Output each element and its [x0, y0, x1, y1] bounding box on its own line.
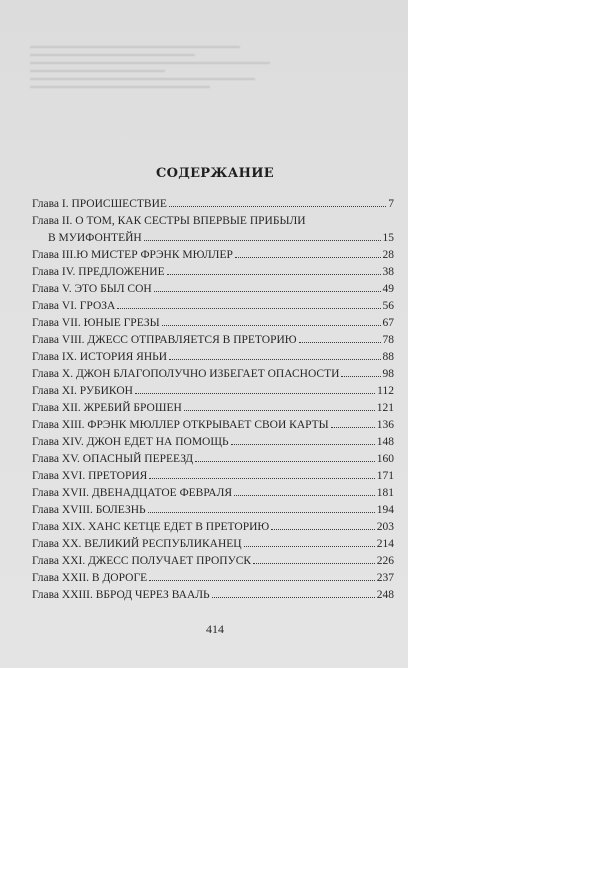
- toc-entry-title: В МУИФОНТЕЙН: [48, 232, 142, 244]
- toc-line: [32, 196, 394, 213]
- dot-leader: [148, 512, 375, 513]
- dot-leader: [212, 597, 375, 598]
- toc-line: [32, 485, 394, 502]
- dot-leader: [184, 410, 375, 411]
- dot-leader: [195, 461, 375, 462]
- toc-entry-title: Глава XVI. ПРЕТОРИЯ: [32, 470, 148, 482]
- toc-entry-page: 248: [376, 589, 394, 601]
- dot-leader: [169, 206, 386, 207]
- toc-entry-title: Глава XIV. ДЖОН ЕДЕТ НА ПОМОЩЬ: [32, 436, 229, 448]
- toc-entry-page: 88: [382, 351, 394, 363]
- toc-entry-page: 214: [376, 538, 394, 550]
- toc-entry: [32, 247, 394, 264]
- toc-entry-title: Глава XXII. В ДОРОГЕ: [32, 572, 148, 584]
- show-through-text: [30, 40, 330, 130]
- dot-leader: [154, 291, 381, 292]
- toc-entry: [32, 519, 394, 536]
- dot-leader: [234, 495, 375, 496]
- toc-entry-title: Глава IV. ПРЕДЛОЖЕНИЕ: [32, 266, 165, 278]
- toc-entry-title: Глава XX. ВЕЛИКИЙ РЕСПУБЛИКАНЕЦ: [32, 538, 242, 550]
- toc-entry-page: 28: [382, 249, 394, 261]
- toc-line: [32, 315, 394, 332]
- dot-leader: [299, 342, 381, 343]
- toc-entry-title: Глава I. ПРОИСШЕСТВИЕ: [32, 198, 167, 210]
- toc-entry: [32, 485, 394, 502]
- toc-entry: [32, 587, 394, 604]
- toc-entry-page: 160: [376, 453, 394, 465]
- toc-line: [32, 298, 394, 315]
- toc-line: [32, 332, 394, 349]
- toc-line: [32, 519, 394, 536]
- toc-line: [32, 281, 394, 298]
- dot-leader: [235, 257, 381, 258]
- toc-entry-title: Глава XVIII. БОЛЕЗНЬ: [32, 504, 146, 516]
- toc-entry: [32, 553, 394, 570]
- toc-entry-page: 98: [382, 368, 394, 380]
- toc-entry-title: Глава XVII. ДВЕНАДЦАТОЕ ФЕВРАЛЯ: [32, 487, 233, 499]
- toc-entry-title: Глава XV. ОПАСНЫЙ ПЕРЕЕЗД: [32, 453, 194, 465]
- toc-line: [32, 417, 394, 434]
- toc-line: [32, 383, 394, 400]
- dot-leader: [149, 580, 375, 581]
- toc-entry-title: Глава VI. ГРОЗА: [32, 300, 116, 312]
- toc-entry: [32, 468, 394, 485]
- toc-entry-page: 226: [376, 555, 394, 567]
- toc-entry-title: Глава XII. ЖРЕБИЙ БРОШЕН: [32, 402, 182, 414]
- page-number: 414: [206, 622, 224, 636]
- toc-entry-title: Глава III.Ю МИСТЕР ФРЭНК МЮЛЛЕР: [32, 249, 233, 261]
- toc-entry-title: Глава IX. ИСТОРИЯ ЯНЬИ: [32, 351, 168, 363]
- toc-line: [32, 247, 394, 264]
- dot-leader: [149, 478, 374, 479]
- toc-entry: [32, 315, 394, 332]
- toc-line: [32, 468, 394, 485]
- toc-entry-page: 38: [382, 266, 394, 278]
- toc-entry-page: 67: [382, 317, 394, 329]
- toc-entry: [32, 536, 394, 553]
- toc-entry-page: 237: [376, 572, 394, 584]
- dot-leader: [271, 529, 375, 530]
- dot-leader: [135, 393, 375, 394]
- toc-line: [32, 502, 394, 519]
- toc-entry-title: Глава VII. ЮНЫЕ ГРЕЗЫ: [32, 317, 160, 329]
- toc-line: [32, 264, 394, 281]
- dot-leader: [117, 308, 380, 309]
- toc-entry: [32, 417, 394, 434]
- toc-entry-title: Глава XI. РУБИКОН: [32, 385, 133, 397]
- toc-entry: [32, 349, 394, 366]
- dot-leader: [169, 359, 380, 360]
- toc-entry: [32, 281, 394, 298]
- toc-line: [32, 536, 394, 553]
- toc-entry-page: 15: [382, 232, 394, 244]
- toc-entry: [32, 434, 394, 451]
- toc-line: [32, 400, 394, 417]
- toc-entry-page: 171: [376, 470, 394, 482]
- toc-entry-page: 78: [382, 334, 394, 346]
- toc-entry-page: 203: [376, 521, 394, 533]
- toc-entry-page: 56: [382, 300, 394, 312]
- toc-entry-title: Глава XIX. ХАНС КЕТЦЕ ЕДЕТ В ПРЕТОРИЮ: [32, 521, 270, 533]
- toc-entry-title: Глава XXIII. ВБРОД ЧЕРЕЗ ВААЛЬ: [32, 589, 210, 601]
- toc-entry: [32, 264, 394, 281]
- toc-entry-title: Глава XIII. ФРЭНК МЮЛЛЕР ОТКРЫВАЕТ СВОИ КАРТЫ: [32, 419, 329, 431]
- toc-entry-page: 194: [376, 504, 394, 516]
- dot-leader: [231, 444, 375, 445]
- dot-leader: [331, 427, 375, 428]
- toc-entry: [32, 570, 394, 587]
- toc-entry: [32, 451, 394, 468]
- toc-entry-title: Глава V. ЭТО БЫЛ СОН: [32, 283, 152, 295]
- toc-line: [32, 451, 394, 468]
- dot-leader: [244, 546, 375, 547]
- toc-entry-page: 7: [388, 198, 394, 210]
- toc-line: [32, 349, 394, 366]
- toc-entry: [32, 400, 394, 417]
- toc-line: [32, 230, 394, 247]
- toc-entry-title: Глава X. ДЖОН БЛАГОПОЛУЧНО ИЗБЕГАЕТ ОПАСНОСТИ: [32, 368, 340, 380]
- toc-entry-title: Глава VIII. ДЖЕСС ОТПРАВЛЯЕТСЯ В ПРЕТОРИЮ: [32, 334, 297, 346]
- toc-line: [32, 434, 394, 451]
- dot-leader: [167, 274, 381, 275]
- toc-entry: [32, 366, 394, 383]
- toc-entry-title: Глава II. О ТОМ, КАК СЕСТРЫ ВПЕРВЫЕ ПРИБЫЛИ: [32, 215, 306, 227]
- toc-line: [32, 570, 394, 587]
- toc-entry-page: 121: [376, 402, 394, 414]
- toc-entry: [32, 213, 394, 247]
- toc-entry: [32, 383, 394, 400]
- toc-entry-page: 49: [382, 283, 394, 295]
- dot-leader: [253, 563, 375, 564]
- toc-line: [32, 553, 394, 570]
- toc-entry: [32, 196, 394, 213]
- toc-entry: [32, 502, 394, 519]
- toc-line: [32, 366, 394, 383]
- contents-heading: СОДЕРЖАНИЕ: [155, 166, 275, 181]
- table-of-contents: [32, 196, 394, 604]
- dot-leader: [144, 240, 381, 241]
- toc-line: [32, 213, 394, 230]
- toc-line: [32, 587, 394, 604]
- toc-entry-page: 148: [376, 436, 394, 448]
- toc-entry-page: 181: [376, 487, 394, 499]
- dot-leader: [162, 325, 381, 326]
- toc-entry: [32, 332, 394, 349]
- dot-leader: [341, 376, 380, 377]
- toc-entry-page: 112: [377, 385, 394, 397]
- toc-entry-title: Глава XXI. ДЖЕСС ПОЛУЧАЕТ ПРОПУСК: [32, 555, 252, 567]
- toc-entry: [32, 298, 394, 315]
- toc-entry-page: 136: [376, 419, 394, 431]
